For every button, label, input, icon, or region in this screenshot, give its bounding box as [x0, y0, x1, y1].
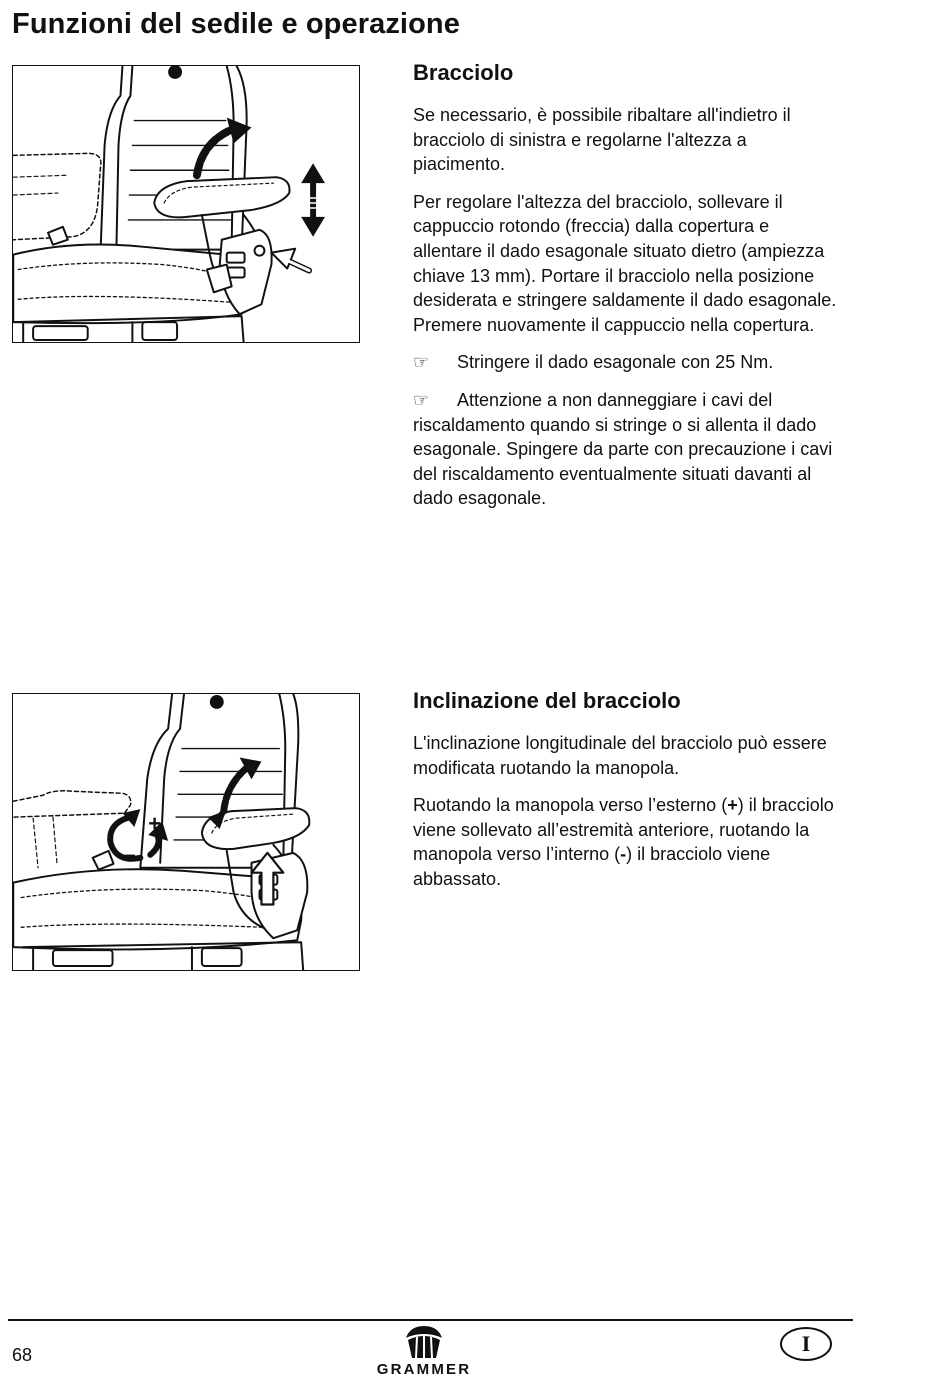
page-title: Funzioni del sedile e operazione	[12, 8, 460, 40]
plus-symbol: +	[727, 795, 738, 816]
section-title-tilt: Inclinazione del bracciolo	[413, 688, 681, 713]
armrest-tilt-section	[413, 688, 838, 905]
minus-symbol: -	[620, 844, 627, 865]
armrest-fold-height-illustration	[13, 66, 359, 342]
armrest-height-figure	[12, 65, 360, 343]
pointing-hand-icon: ☞	[413, 389, 430, 410]
section-title-armrest: Bracciolo	[413, 60, 514, 85]
armrest-paragraph-1: Se necessario, è possibile ribaltare all'indietro il bracciolo di sinistra e regolarne l'altezza a piacimento.	[413, 105, 791, 175]
minus-label: –	[124, 843, 136, 866]
heating-cable-note-text: Attenzione a non danneggiare i cavi del riscaldamento quando si stringe o si allenta il dado esagonale. Spingere da parte con precauzione i cavi del riscaldamento eventualmente situati davanti al dado esagonale.	[413, 389, 833, 509]
pointing-hand-icon: ☞	[413, 352, 430, 373]
grammer-logo-icon	[404, 1324, 444, 1360]
torque-note-text: Stringere il dado esagonale con 25 Nm.	[457, 352, 774, 373]
plus-label: +	[148, 811, 162, 837]
footer-divider	[8, 1319, 853, 1321]
tilt-paragraph-1: L'inclinazione longitudinale del bracciolo può essere modificata ruotando la manopola.	[413, 733, 827, 778]
page-number: 68	[12, 1345, 33, 1365]
armrest-tilt-illustration	[13, 694, 359, 970]
tilt-paragraph-2: Ruotando la manopola verso l’esterno (+) il bracciolo viene sollevato all’estremità anteriore, ruotando la manopola verso l’interno (-) il bracciolo viene abbassato.	[413, 795, 834, 889]
language-badge: I	[780, 1327, 832, 1361]
armrest-tilt-figure	[12, 693, 360, 971]
heating-cable-note	[413, 388, 838, 511]
torque-note	[413, 350, 838, 375]
armrest-section	[413, 60, 838, 524]
brand-name: GRAMMER	[376, 1361, 472, 1378]
armrest-paragraph-2: Per regolare l'altezza del bracciolo, sollevare il cappuccio rotondo (freccia) dalla copertura e allentare il dado esagonale situato dietro (ampiezza chiave 13 mm). Portare il bracciolo nella posizione desiderata e stringere saldamente il dado esagonale. Premere nuovamente il cappuccio nella copertura.	[413, 191, 837, 335]
brand-logo	[368, 1324, 480, 1382]
